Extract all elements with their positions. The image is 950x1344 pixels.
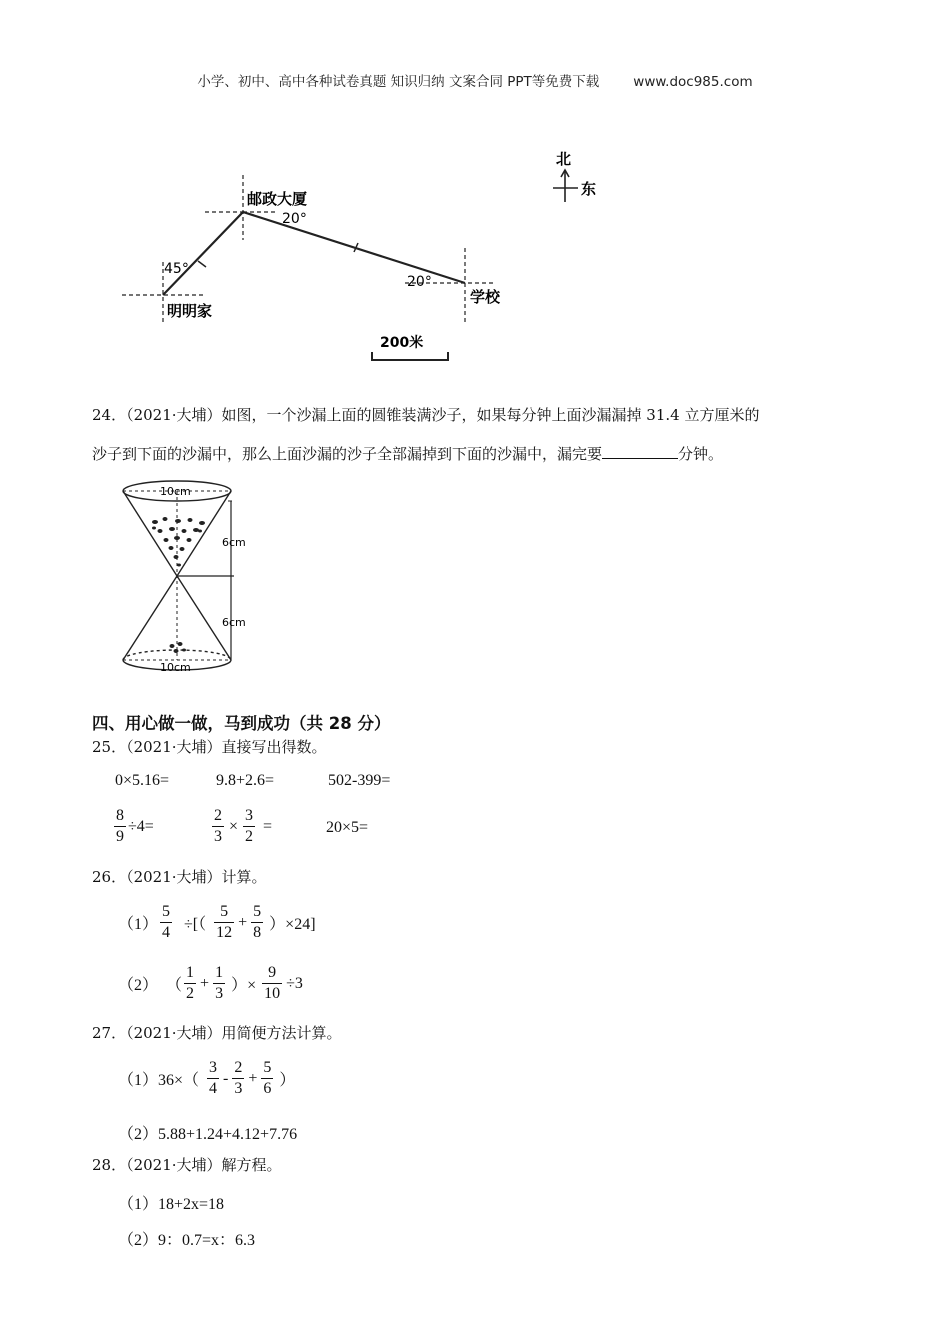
fraction: $\frac{5}{12}$ bbox=[216, 903, 233, 941]
q26-part2 bbox=[118, 964, 303, 1003]
q27-heading bbox=[92, 1022, 342, 1044]
expr-text: ）×24] bbox=[269, 916, 316, 933]
operator: + bbox=[238, 913, 248, 931]
q25-expr-5 bbox=[210, 807, 272, 846]
angle-school-label: 20° bbox=[407, 274, 432, 290]
fraction: $\frac{3}{4}$ bbox=[209, 1059, 218, 1097]
sand-top bbox=[152, 517, 205, 567]
expr-text: = bbox=[263, 817, 273, 835]
header-text: 小学、初中、高中各种试卷真题 知识归纳 文案合同 PPT等免费下载 bbox=[197, 74, 600, 90]
bottom-diameter-label: 10cm bbox=[160, 661, 191, 674]
q27-part1 bbox=[118, 1059, 295, 1098]
home-label: 明明家 bbox=[167, 302, 213, 320]
top-cone-left bbox=[123, 491, 177, 576]
fraction: $\frac{5}{6}$ bbox=[263, 1059, 272, 1097]
q28-part1: （1）18+2x=18 bbox=[118, 1196, 225, 1213]
operator: + bbox=[200, 974, 210, 992]
q26-heading bbox=[92, 866, 267, 888]
post-office-label: 邮政大厦 bbox=[247, 190, 308, 208]
q24-line2 bbox=[92, 442, 723, 465]
q24-text-part3: 分钟。 bbox=[678, 445, 724, 463]
q25-expr-4 bbox=[112, 807, 154, 846]
fraction: $\frac{3}{2}$ bbox=[245, 807, 254, 845]
q27-number: 27． bbox=[92, 1024, 127, 1042]
part-label: （2） bbox=[118, 977, 159, 994]
top-cone-right bbox=[177, 491, 231, 576]
east-label: 东 bbox=[581, 180, 597, 198]
scale-bar bbox=[372, 352, 448, 360]
q26-text: （2021·大埔）计算。 bbox=[126, 868, 267, 886]
q25-expr-1: 0×5.16= bbox=[115, 772, 170, 789]
part-label: （1） bbox=[118, 916, 159, 933]
expr-text: （ bbox=[166, 977, 183, 994]
tick-mark bbox=[198, 261, 206, 267]
fraction: $\frac{2}{3}$ bbox=[214, 807, 222, 845]
route-map-figure bbox=[110, 140, 620, 380]
header-url[interactable]: www.doc985.com bbox=[633, 74, 753, 90]
top-height-label: 6cm bbox=[222, 536, 246, 549]
part-label: （1） bbox=[118, 1072, 159, 1089]
q24-answer-blank[interactable] bbox=[602, 442, 678, 459]
q25-expr-2: 9.8+2.6= bbox=[216, 772, 275, 789]
hourglass-figure bbox=[110, 474, 260, 682]
q28-part2: （2）9：0.7=x：6.3 bbox=[118, 1232, 256, 1249]
fraction: $\frac{5}{8}$ bbox=[253, 903, 262, 941]
q26-part1 bbox=[118, 903, 316, 942]
angle-post-label: 20° bbox=[282, 211, 307, 227]
fraction: $\frac{9}{10}$ bbox=[264, 964, 281, 1002]
fraction: $\frac{2}{3}$ bbox=[234, 1059, 243, 1097]
expr-text: ÷[（ bbox=[184, 916, 207, 933]
q24-number: 24． bbox=[92, 406, 127, 424]
q25-heading bbox=[92, 736, 327, 758]
north-label: 北 bbox=[556, 150, 572, 168]
page-header bbox=[0, 70, 950, 90]
expr-text: ） bbox=[279, 1072, 296, 1089]
operator: - bbox=[223, 1069, 229, 1087]
operator: + bbox=[248, 1069, 258, 1087]
top-diameter-label: 10cm bbox=[160, 485, 191, 498]
angle-home-label: 45° bbox=[164, 261, 189, 277]
section-4-title: 四、用心做一做，马到成功（共 28 分） bbox=[92, 714, 391, 733]
q27-part2: （2）5.88+1.24+4.12+7.76 bbox=[118, 1126, 298, 1143]
q25-number: 25． bbox=[92, 738, 127, 756]
expr-text: 36×（ bbox=[158, 1072, 200, 1089]
expr-text: ÷3 bbox=[286, 974, 303, 992]
sand-bottom bbox=[170, 642, 187, 653]
q28-text: （2021·大埔）解方程。 bbox=[126, 1156, 282, 1174]
q26-number: 26． bbox=[92, 868, 127, 886]
q24-line1 bbox=[92, 404, 759, 426]
school-label: 学校 bbox=[470, 288, 501, 306]
q25-text: （2021·大埔）直接写出得数。 bbox=[126, 738, 327, 756]
q25-expr-6: 20×5= bbox=[326, 819, 369, 836]
fraction: $\frac{1}{3}$ bbox=[215, 964, 224, 1002]
bottom-cone-left bbox=[123, 576, 177, 660]
q24-text-part1: （2021·大埔）如图，一个沙漏上面的圆锥装满沙子，如果每分钟上面沙漏漏掉 31.4 立方厘米的 bbox=[126, 406, 760, 424]
scale-label: 200米 bbox=[380, 335, 424, 351]
fraction: $\frac{1}{2}$ bbox=[186, 964, 195, 1002]
fraction: $\frac{8}{9}$ bbox=[116, 807, 124, 845]
q24-text-part2: 沙子到下面的沙漏中，那么上面沙漏的沙子全部漏掉到下面的沙漏中，漏完要 bbox=[92, 445, 603, 463]
expr-text: ）× bbox=[231, 977, 257, 994]
fraction: $\frac{5}{4}$ bbox=[162, 903, 171, 941]
q28-heading bbox=[92, 1154, 282, 1176]
expr-text: ÷4= bbox=[128, 817, 154, 835]
q27-text: （2021·大埔）用简便方法计算。 bbox=[126, 1024, 342, 1042]
q28-number: 28． bbox=[92, 1156, 127, 1174]
operator: × bbox=[229, 817, 239, 835]
bottom-height-label: 6cm bbox=[222, 616, 246, 629]
q25-expr-3: 502-399= bbox=[328, 772, 391, 789]
